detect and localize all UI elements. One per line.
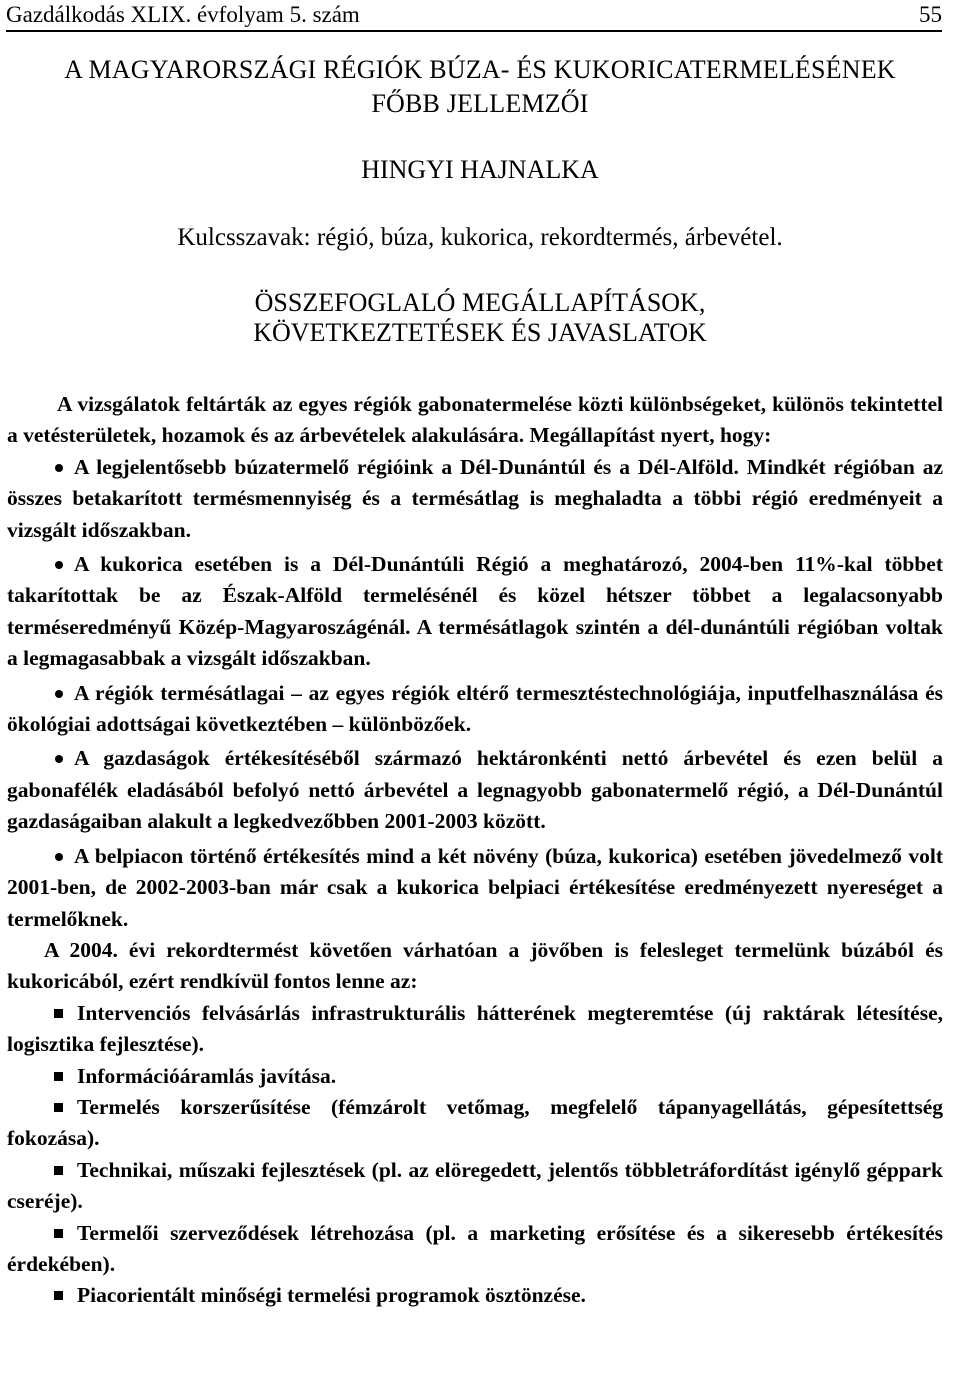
recommendation-item [7, 1061, 943, 1092]
recommendation-item [7, 1092, 943, 1155]
square-bullet-icon [54, 1009, 63, 1018]
recommendation-text: Intervenciós felvásárlás infrastrukturális hátterének megteremtése (új raktárak létesítése, logisztika fejlesztése). [7, 1000, 943, 1057]
recommendation-item [7, 1155, 943, 1218]
body-content [7, 389, 943, 1312]
author: HINGYI HAJNALKA [361, 155, 599, 184]
keywords: Kulcsszavak: régió, búza, kukorica, rekordtermés, árbevétel. [177, 224, 783, 251]
finding-text: A kukorica esetében is a Dél-Dunántúli Régió a meghatározó, 2004-ben 11%-kal többet takarítottak be az Észak-Alföld termelésénél és közel hétszer többet a legalacsonyabb terméseredményű Közép-Magyaroszágénál. A termésátlagok szintén a dél-dunántúli régióban voltak a legmagasabbak a vizsgált időszakban. [7, 552, 943, 671]
finding-item [7, 452, 943, 546]
square-bullet-icon [54, 1072, 63, 1081]
conclusion-paragraph: A 2004. évi rekordtermést követően várhatóan a jövőben is felesleget termelünk búzából és kukoricából, ezért rendkívül fontos lenne az: [7, 937, 943, 994]
recommendation-item [7, 998, 943, 1061]
page-number: 55 [919, 2, 942, 27]
finding-text: A belpiacon történő értékesítés mind a két növény (búza, kukorica) esetében jövedelmező volt 2001-ben, de 2002-2003-ban már csak a kukorica belpiaci értékesítése eredményezett nyereséget a termelőknek. [7, 843, 943, 931]
paper-title-line-1: A MAGYARORSZÁGI RÉGIÓK BÚZA- ÉS KUKORICATERMELÉSÉNEK [64, 55, 896, 84]
journal-title: Gazdálkodás XLIX. évfolyam 5. szám [6, 2, 360, 27]
bullet-icon [55, 755, 63, 763]
recommendation-item [7, 1280, 943, 1311]
finding-text: A gazdaságok értékesítéséből származó hektáronkénti nettó árbevétel és ezen belül a gabonafélék eladásából befolyó nettó árbevétel a legnagyobb gabonatermelő régió, a Dél-Dunántúl gazdaságaiban alakult a legkedvezőbben 2001-2003 között. [7, 746, 943, 834]
square-bullet-icon [54, 1291, 63, 1300]
finding-item [7, 743, 943, 837]
bullet-icon [55, 853, 63, 861]
square-bullet-icon [54, 1103, 63, 1112]
section-heading-line-2: KÖVETKEZTETÉSEK ÉS JAVASLATOK [253, 318, 707, 347]
bullet-icon [55, 464, 63, 472]
finding-text: A legjelentősebb búzatermelő régióink a Dél-Dunántúl és a Dél-Alföld. Mindkét régióban az összes betakarított termésmennyiség és a termésátlag is meghaladta a többi régió eredményeit a vizsgált időszakban. [7, 454, 943, 542]
running-header [6, 0, 942, 32]
intro-paragraph: A vizsgálatok feltárták az egyes régiók gabonatermelése közti különbségeket, különös tekintettel a vetésterületek, hozamok és az árbevételek alakulására. Megállapítást nyert, hogy: [7, 392, 943, 448]
square-bullet-icon [54, 1166, 63, 1175]
recommendation-text: Technikai, műszaki fejlesztések (pl. az elöregedett, jelentős többletráfordítást igénylő géppark cseréje). [7, 1157, 943, 1214]
finding-item [7, 678, 943, 741]
recommendation-text: Piacorientált minőségi termelési programok ösztönzése. [77, 1283, 586, 1308]
finding-text: A régiók termésátlagai – az egyes régiók eltérő termesztéstechnológiája, inputfelhasználása és ökológiai adottságai következtében – különbözőek. [7, 680, 943, 737]
finding-item [7, 841, 943, 935]
section-heading-line-1: ÖSSZEFOGLALÓ MEGÁLLAPÍTÁSOK, [254, 288, 706, 317]
findings-list [7, 452, 943, 935]
paper-title-line-2: FŐBB JELLEMZŐI [371, 89, 589, 118]
bullet-icon [55, 690, 63, 698]
recommendation-text: Termelés korszerűsítése (fémzárolt vetőmag, megfelelő tápanyagellátás, gépesítettség fokozása). [7, 1094, 943, 1151]
recommendation-text: Információáramlás javítása. [77, 1063, 337, 1088]
recommendation-text: Termelői szerveződések létrehozása (pl. a marketing erősítése és a sikeresebb értékesítés érdekében). [7, 1220, 943, 1276]
recommendations-list [7, 998, 943, 1312]
bullet-icon [55, 561, 63, 569]
finding-item [7, 549, 943, 675]
recommendation-item [7, 1218, 943, 1281]
square-bullet-icon [54, 1229, 63, 1238]
